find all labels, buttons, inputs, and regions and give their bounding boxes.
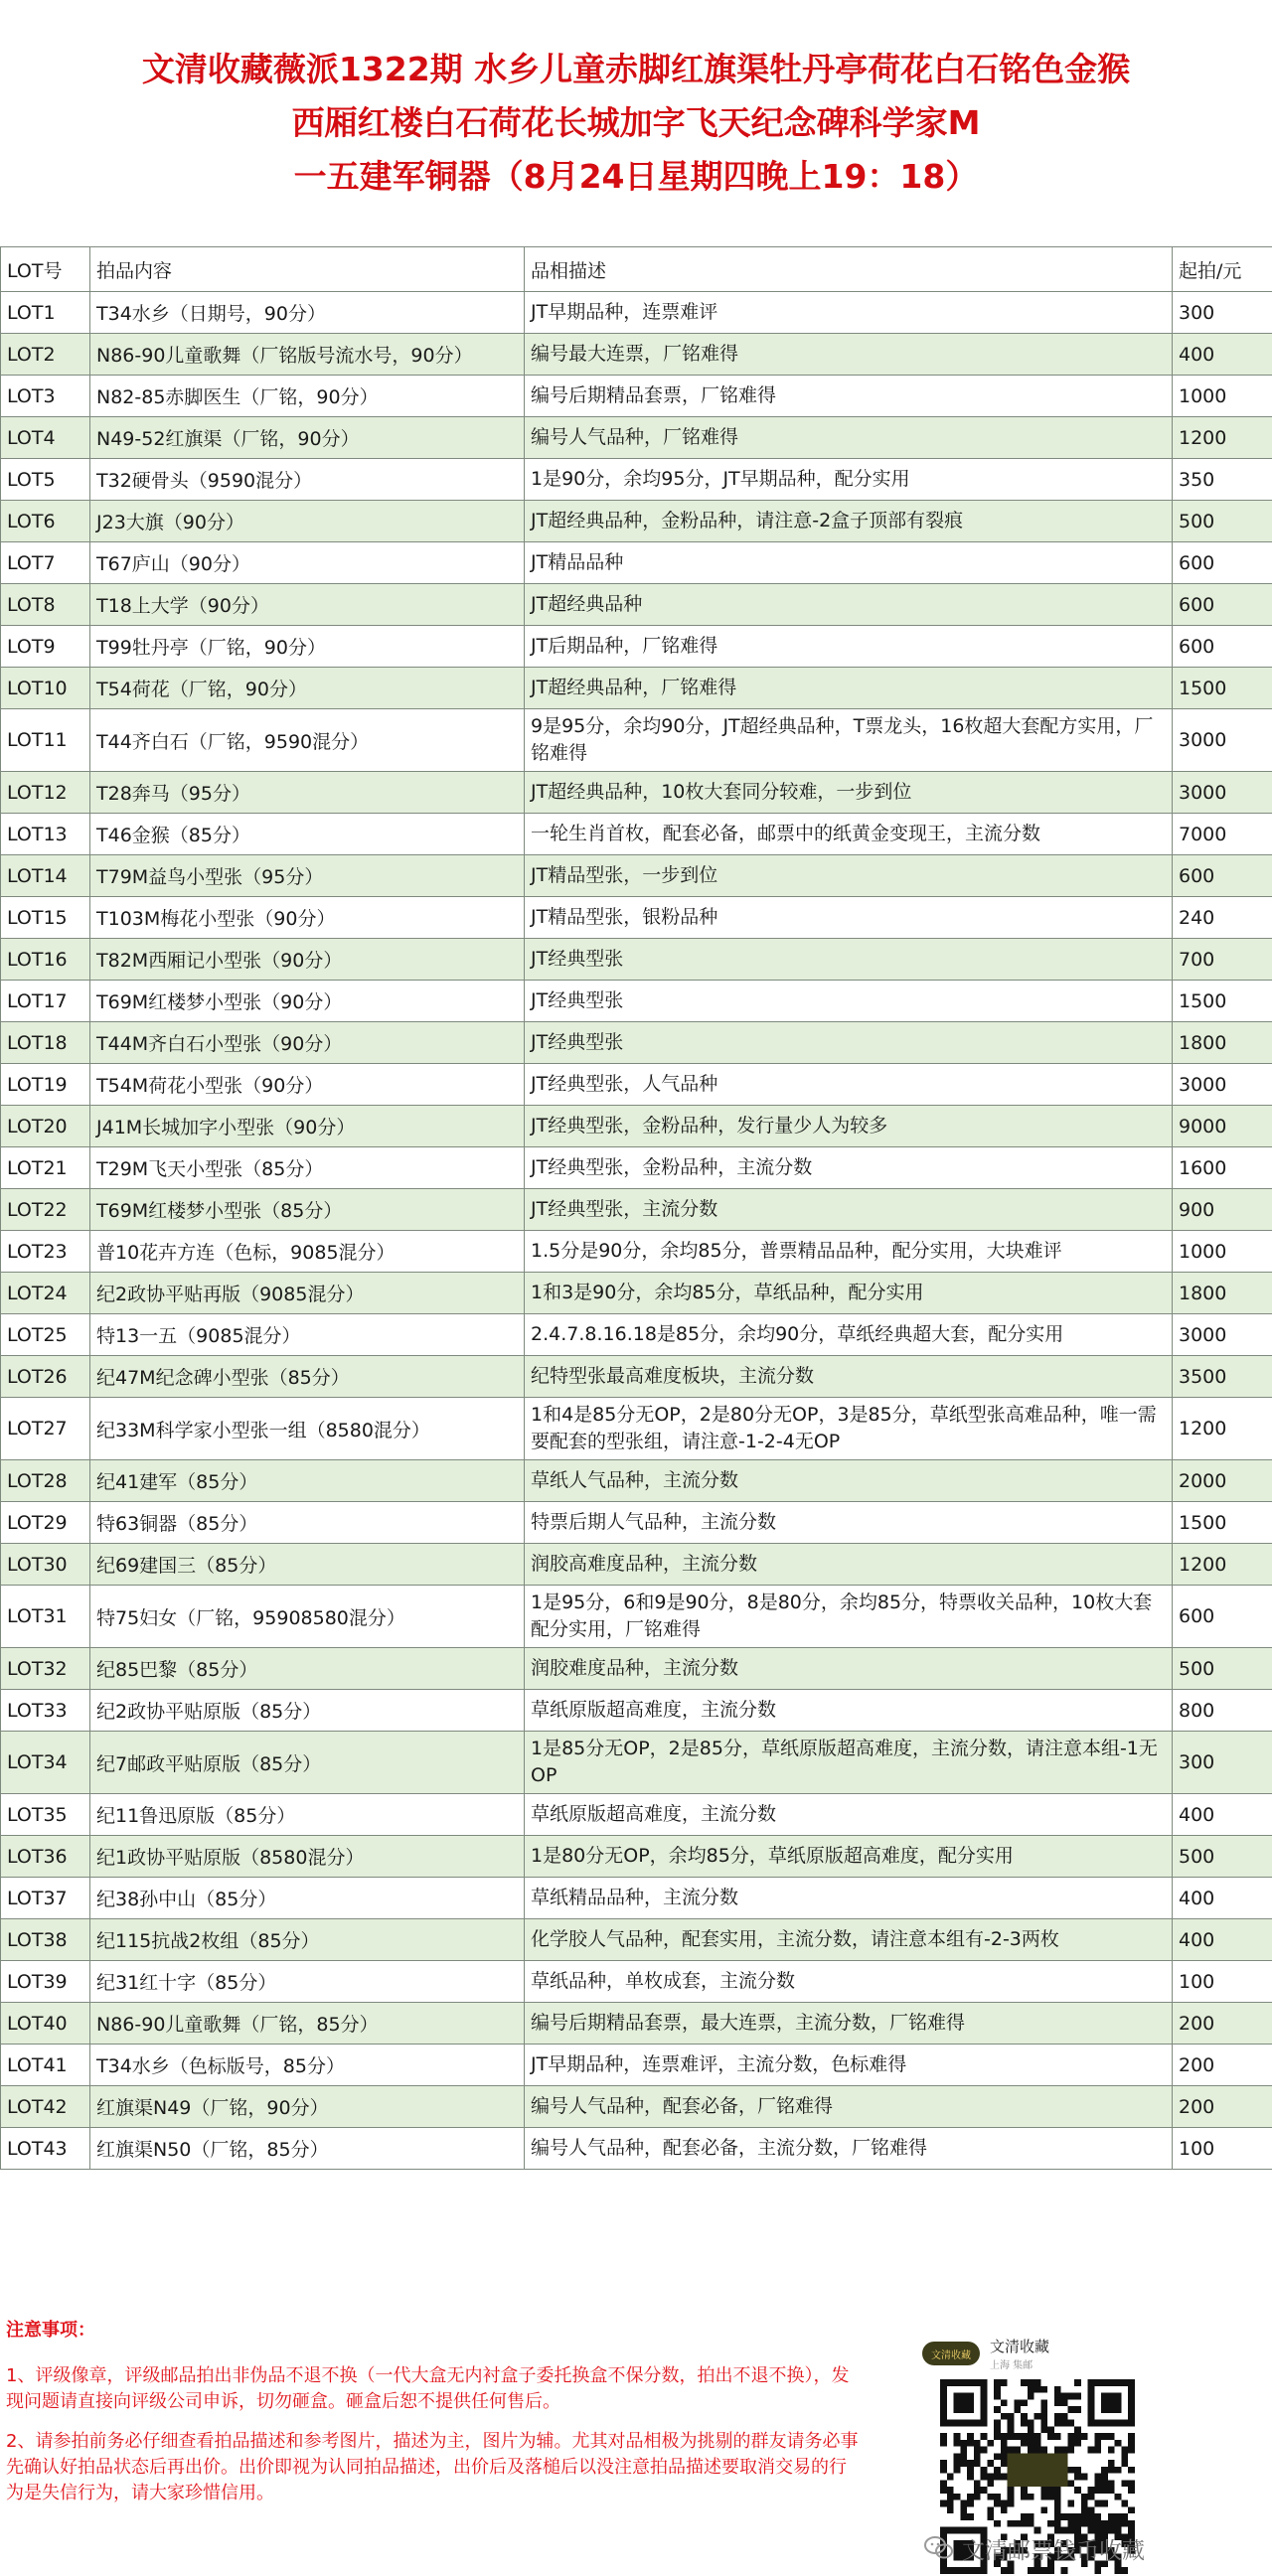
cell-item: J41M长城加字小型张（90分） <box>90 1106 525 1147</box>
cell-desc: 润胶高难度品种，主流分数 <box>525 1544 1173 1586</box>
cell-price: 1500 <box>1173 1502 1272 1544</box>
cell-desc: 1是90分，余均95分，JT早期品种，配分实用 <box>525 459 1173 501</box>
cell-lot: LOT9 <box>1 626 90 668</box>
cell-desc: 一轮生肖首枚，配套必备，邮票中的纸黄金变现王，主流分数 <box>525 814 1173 855</box>
table-row <box>1 1690 1272 1732</box>
table-row <box>1 981 1272 1022</box>
cell-item: 纪69建国三（85分） <box>90 1544 525 1586</box>
cell-item: T69M红楼梦小型张（85分） <box>90 1189 525 1231</box>
cell-desc: JT经典型张，金粉品种，主流分数 <box>525 1147 1173 1189</box>
brand-logo: 文清收藏 <box>922 2342 980 2365</box>
cell-lot: LOT28 <box>1 1460 90 1502</box>
cell-lot: LOT25 <box>1 1314 90 1356</box>
table-row <box>1 1836 1272 1878</box>
cell-price: 500 <box>1173 501 1272 542</box>
notes-title: 注意事项： <box>6 2320 95 2341</box>
cell-item: 纪1政协平贴原版（8580混分） <box>90 1836 525 1878</box>
cell-lot: LOT29 <box>1 1502 90 1544</box>
table-row <box>1 2045 1272 2086</box>
table-row <box>1 1648 1272 1690</box>
table-row <box>1 855 1272 897</box>
cell-desc: 纪特型张最高难度板块，主流分数 <box>525 1356 1173 1398</box>
table-header-row <box>1 247 1272 292</box>
cell-price: 350 <box>1173 459 1272 501</box>
cell-price: 400 <box>1173 1919 1272 1961</box>
cell-lot: LOT10 <box>1 668 90 709</box>
cell-desc: JT后期品种，厂铭难得 <box>525 626 1173 668</box>
table-row <box>1 292 1272 334</box>
table-row <box>1 584 1272 626</box>
cell-desc: 草纸精品品种，主流分数 <box>525 1878 1173 1919</box>
cell-desc: JT早期品种，连票难评 <box>525 292 1173 334</box>
cell-lot: LOT34 <box>1 1732 90 1794</box>
table-row <box>1 1273 1272 1314</box>
wechat-watermark <box>924 2528 1262 2568</box>
table-row <box>1 2003 1272 2045</box>
cell-desc: 草纸原版超高难度，主流分数 <box>525 1690 1173 1732</box>
cell-lot: LOT23 <box>1 1231 90 1273</box>
table-row <box>1 897 1272 939</box>
cell-desc: 1和4是85分无OP，2是80分无OP，3是85分，草纸型张高难品种，唯一需要配套的型张组，请注意-1-2-4无OP <box>525 1398 1173 1460</box>
cell-lot: LOT19 <box>1 1064 90 1106</box>
table-row <box>1 1732 1272 1794</box>
cell-item: 纪31红十字（85分） <box>90 1961 525 2003</box>
cell-lot: LOT16 <box>1 939 90 981</box>
cell-price: 3500 <box>1173 1356 1272 1398</box>
cell-desc: 编号人气品种，厂铭难得 <box>525 417 1173 459</box>
cell-item: 纪41建军（85分） <box>90 1460 525 1502</box>
cell-item: 纪38孙中山（85分） <box>90 1878 525 1919</box>
cell-item: T44M齐白石小型张（90分） <box>90 1022 525 1064</box>
cell-item: 纪11鲁迅原版（85分） <box>90 1794 525 1836</box>
cell-item: 红旗渠N50（厂铭，85分） <box>90 2128 525 2170</box>
cell-lot: LOT7 <box>1 542 90 584</box>
cell-item: 纪7邮政平贴原版（85分） <box>90 1732 525 1794</box>
cell-price: 600 <box>1173 855 1272 897</box>
cell-desc: 草纸品种，单枚成套，主流分数 <box>525 1961 1173 2003</box>
cell-item: N82-85赤脚医生（厂铭，90分） <box>90 376 525 417</box>
brand-sub: 上海 集邮 <box>990 2360 1034 2371</box>
cell-desc: JT经典型张 <box>525 981 1173 1022</box>
cell-price: 600 <box>1173 1586 1272 1648</box>
table-row <box>1 1314 1272 1356</box>
table-row <box>1 1460 1272 1502</box>
table-row <box>1 1189 1272 1231</box>
cell-desc: JT经典型张 <box>525 939 1173 981</box>
table-row <box>1 668 1272 709</box>
cell-item: T54荷花（厂铭，90分） <box>90 668 525 709</box>
cell-desc: JT经典型张，金粉品种，发行量少人为较多 <box>525 1106 1173 1147</box>
cell-lot: LOT8 <box>1 584 90 626</box>
cell-lot: LOT12 <box>1 772 90 814</box>
cell-lot: LOT30 <box>1 1544 90 1586</box>
cell-lot: LOT11 <box>1 709 90 772</box>
table-row <box>1 1064 1272 1106</box>
cell-lot: LOT17 <box>1 981 90 1022</box>
cell-item: T44齐白石（厂铭，9590混分） <box>90 709 525 772</box>
cell-price: 3000 <box>1173 1064 1272 1106</box>
table-row <box>1 1961 1272 2003</box>
cell-lot: LOT35 <box>1 1794 90 1836</box>
cell-price: 1800 <box>1173 1022 1272 1064</box>
cell-price: 1200 <box>1173 1544 1272 1586</box>
cell-price: 1000 <box>1173 376 1272 417</box>
cell-price: 3000 <box>1173 1314 1272 1356</box>
cell-lot: LOT22 <box>1 1189 90 1231</box>
brand-text <box>990 2336 1049 2371</box>
table-row <box>1 1106 1272 1147</box>
cell-desc: 化学胶人气品种，配套实用，主流分数，请注意本组有-2-3两枚 <box>525 1919 1173 1961</box>
cell-price: 200 <box>1173 2086 1272 2128</box>
cell-desc: 编号后期精品套票，最大连票，主流分数，厂铭难得 <box>525 2003 1173 2045</box>
cell-price: 200 <box>1173 2045 1272 2086</box>
cell-price: 100 <box>1173 1961 1272 2003</box>
table-row <box>1 376 1272 417</box>
cell-item: T34水乡（日期号，90分） <box>90 292 525 334</box>
cell-lot: LOT32 <box>1 1648 90 1690</box>
cell-price: 900 <box>1173 1189 1272 1231</box>
table-row <box>1 1231 1272 1273</box>
cell-price: 400 <box>1173 1794 1272 1836</box>
cell-item: T67庐山（90分） <box>90 542 525 584</box>
cell-price: 3000 <box>1173 772 1272 814</box>
title-line-3: 一五建军铜器（8月24日星期四晚上19：18） <box>293 157 979 196</box>
brand-name: 文清收藏 <box>990 2338 1050 2355</box>
cell-price: 1500 <box>1173 668 1272 709</box>
cell-desc: 1是80分无OP，余均85分，草纸原版超高难度，配分实用 <box>525 1836 1173 1878</box>
cell-item: T32硬骨头（9590混分） <box>90 459 525 501</box>
cell-item: 纪115抗战2枚组（85分） <box>90 1919 525 1961</box>
cell-desc: 编号最大连票，厂铭难得 <box>525 334 1173 376</box>
cell-item: T79M益鸟小型张（95分） <box>90 855 525 897</box>
cell-lot: LOT37 <box>1 1878 90 1919</box>
table-row <box>1 1502 1272 1544</box>
cell-desc: JT精品型张，一步到位 <box>525 855 1173 897</box>
cell-item: N49-52红旗渠（厂铭，90分） <box>90 417 525 459</box>
cell-desc: JT超经典品种 <box>525 584 1173 626</box>
cell-price: 600 <box>1173 626 1272 668</box>
notes-paragraph-1: 1、评级像章，评级邮品拍出非伪品不退不换（一代大盒无内衬盒子委托换盒不保分数，拍出不退不换），发现问题请直接向评级公司申诉，切勿砸盒。砸盒后恕不提供任何售后。 <box>6 2365 850 2412</box>
cell-desc: 1是85分无OP，2是85分，草纸原版超高难度，主流分数，请注意本组-1无OP <box>525 1732 1173 1794</box>
cell-desc: 草纸人气品种，主流分数 <box>525 1460 1173 1502</box>
table-row <box>1 501 1272 542</box>
cell-lot: LOT38 <box>1 1919 90 1961</box>
cell-item: T54M荷花小型张（90分） <box>90 1064 525 1106</box>
cell-lot: LOT39 <box>1 1961 90 2003</box>
table-row <box>1 1919 1272 1961</box>
cell-desc: 特票后期人气品种，主流分数 <box>525 1502 1173 1544</box>
table-row <box>1 772 1272 814</box>
cell-price: 1000 <box>1173 1231 1272 1273</box>
page-header <box>0 0 1272 246</box>
table-row <box>1 1544 1272 1586</box>
table-body <box>1 292 1272 2170</box>
wechat-icon <box>924 2535 954 2561</box>
cell-item: N86-90儿童歌舞（厂铭，85分） <box>90 2003 525 2045</box>
cell-price: 7000 <box>1173 814 1272 855</box>
cell-price: 1800 <box>1173 1273 1272 1314</box>
cell-lot: LOT18 <box>1 1022 90 1064</box>
table-row <box>1 1356 1272 1398</box>
table-row <box>1 1878 1272 1919</box>
notes-section <box>6 2318 861 2520</box>
table-row <box>1 1022 1272 1064</box>
cell-desc: 编号人气品种，配套必备，厂铭难得 <box>525 2086 1173 2128</box>
cell-price: 200 <box>1173 2003 1272 2045</box>
title-line-1: 文清收藏薇派1322期 水乡儿童赤脚红旗渠牡丹亭荷花白石铭色金猴 <box>141 50 1131 88</box>
cell-item: 纪2政协平贴再版（9085混分） <box>90 1273 525 1314</box>
cell-desc: JT经典型张，主流分数 <box>525 1189 1173 1231</box>
cell-lot: LOT42 <box>1 2086 90 2128</box>
cell-price: 600 <box>1173 542 1272 584</box>
header-price: 起拍/元 <box>1173 247 1272 292</box>
cell-lot: LOT21 <box>1 1147 90 1189</box>
cell-item: 红旗渠N49（厂铭，90分） <box>90 2086 525 2128</box>
cell-lot: LOT43 <box>1 2128 90 2170</box>
cell-desc: 9是95分，余均90分，JT超经典品种，T票龙头，16枚超大套配方实用，厂铭难得 <box>525 709 1173 772</box>
cell-desc: JT超经典品种，金粉品种，请注意-2盒子顶部有裂痕 <box>525 501 1173 542</box>
cell-lot: LOT1 <box>1 292 90 334</box>
cell-lot: LOT2 <box>1 334 90 376</box>
brand-bar <box>922 2336 1220 2371</box>
table-row <box>1 814 1272 855</box>
cell-item: T103M梅花小型张（90分） <box>90 897 525 939</box>
cell-desc: 编号人气品种，配套必备，主流分数，厂铭难得 <box>525 2128 1173 2170</box>
cell-lot: LOT5 <box>1 459 90 501</box>
cell-lot: LOT3 <box>1 376 90 417</box>
cell-item: 纪85巴黎（85分） <box>90 1648 525 1690</box>
cell-desc: 1.5分是90分，余均85分，普票精品品种，配分实用，大块难评 <box>525 1231 1173 1273</box>
cell-item: 纪33M科学家小型张一组（8580混分） <box>90 1398 525 1460</box>
watermark-text: 文清邮票钱币收藏 <box>962 2537 1145 2564</box>
footer <box>0 2268 1272 2576</box>
table-row <box>1 542 1272 584</box>
cell-price: 100 <box>1173 2128 1272 2170</box>
cell-lot: LOT4 <box>1 417 90 459</box>
cell-price: 3000 <box>1173 709 1272 772</box>
cell-lot: LOT14 <box>1 855 90 897</box>
cell-price: 400 <box>1173 1878 1272 1919</box>
cell-lot: LOT13 <box>1 814 90 855</box>
cell-desc: 编号后期精品套票，厂铭难得 <box>525 376 1173 417</box>
cell-desc: JT精品品种 <box>525 542 1173 584</box>
cell-item: 特13一五（9085混分） <box>90 1314 525 1356</box>
cell-price: 500 <box>1173 1836 1272 1878</box>
table-row <box>1 1794 1272 1836</box>
cell-desc: JT超经典品种，10枚大套同分较难，一步到位 <box>525 772 1173 814</box>
cell-lot: LOT27 <box>1 1398 90 1460</box>
cell-item: 普10花卉方连（色标，9085混分） <box>90 1231 525 1273</box>
table-row <box>1 709 1272 772</box>
cell-lot: LOT6 <box>1 501 90 542</box>
cell-item: T46金猴（85分） <box>90 814 525 855</box>
table-row <box>1 1586 1272 1648</box>
cell-price: 9000 <box>1173 1106 1272 1147</box>
cell-lot: LOT26 <box>1 1356 90 1398</box>
cell-price: 700 <box>1173 939 1272 981</box>
cell-desc: JT经典型张，人气品种 <box>525 1064 1173 1106</box>
cell-desc: 1和3是90分，余均85分，草纸品种，配分实用 <box>525 1273 1173 1314</box>
cell-item: T69M红楼梦小型张（90分） <box>90 981 525 1022</box>
cell-lot: LOT20 <box>1 1106 90 1147</box>
table-row <box>1 626 1272 668</box>
cell-item: 特63铜器（85分） <box>90 1502 525 1544</box>
cell-price: 800 <box>1173 1690 1272 1732</box>
cell-lot: LOT31 <box>1 1586 90 1648</box>
table-row <box>1 1398 1272 1460</box>
table-row <box>1 417 1272 459</box>
cell-price: 1200 <box>1173 417 1272 459</box>
cell-item: 特75妇女（厂铭，95908580混分） <box>90 1586 525 1648</box>
title-line-2: 西厢红楼白石荷花长城加字飞天纪念碑科学家M <box>291 103 981 142</box>
cell-price: 1200 <box>1173 1398 1272 1460</box>
cell-item: T99牡丹亭（厂铭，90分） <box>90 626 525 668</box>
cell-desc: 1是95分，6和9是90分，8是80分，余均85分，特票收关品种，10枚大套配分实用，厂铭难得 <box>525 1586 1173 1648</box>
cell-desc: JT超经典品种，厂铭难得 <box>525 668 1173 709</box>
cell-price: 300 <box>1173 292 1272 334</box>
cell-price: 240 <box>1173 897 1272 939</box>
cell-lot: LOT40 <box>1 2003 90 2045</box>
cell-lot: LOT15 <box>1 897 90 939</box>
cell-desc: JT经典型张 <box>525 1022 1173 1064</box>
cell-price: 400 <box>1173 334 1272 376</box>
table-row <box>1 459 1272 501</box>
cell-item: T18上大学（90分） <box>90 584 525 626</box>
header-lot: LOT号 <box>1 247 90 292</box>
cell-item: T28奔马（95分） <box>90 772 525 814</box>
table-row <box>1 939 1272 981</box>
notes-paragraph-2: 2、请参拍前务必仔细查看拍品描述和参考图片，描述为主，图片为辅。尤其对品相极为挑剔的群友请务必事先确认好拍品状态后再出价。出价即视为认同拍品描述，出价后及落槌后以没注意拍品描述要取消交易的行为是失信行为，请大家珍惜信用。 <box>6 2431 859 2503</box>
cell-price: 1600 <box>1173 1147 1272 1189</box>
cell-item: T34水乡（色标版号，85分） <box>90 2045 525 2086</box>
cell-price: 600 <box>1173 584 1272 626</box>
cell-lot: LOT33 <box>1 1690 90 1732</box>
cell-lot: LOT36 <box>1 1836 90 1878</box>
cell-price: 2000 <box>1173 1460 1272 1502</box>
cell-desc: JT早期品种，连票难评，主流分数，色标难得 <box>525 2045 1173 2086</box>
table-row <box>1 2128 1272 2170</box>
cell-lot: LOT24 <box>1 1273 90 1314</box>
cell-price: 300 <box>1173 1732 1272 1794</box>
table-row <box>1 2086 1272 2128</box>
cell-desc: JT精品型张，银粉品种 <box>525 897 1173 939</box>
auction-lot-table <box>0 246 1272 2170</box>
cell-item: T82M西厢记小型张（90分） <box>90 939 525 981</box>
cell-price: 1500 <box>1173 981 1272 1022</box>
cell-desc: 草纸原版超高难度，主流分数 <box>525 1794 1173 1836</box>
cell-price: 500 <box>1173 1648 1272 1690</box>
header-item: 拍品内容 <box>90 247 525 292</box>
header-desc: 品相描述 <box>525 247 1173 292</box>
cell-desc: 2.4.7.8.16.18是85分，余均90分，草纸经典超大套，配分实用 <box>525 1314 1173 1356</box>
cell-item: 纪47M纪念碑小型张（85分） <box>90 1356 525 1398</box>
cell-item: J23大旗（90分） <box>90 501 525 542</box>
cell-item: N86-90儿童歌舞（厂铭版号流水号，90分） <box>90 334 525 376</box>
cell-lot: LOT41 <box>1 2045 90 2086</box>
cell-item: 纪2政协平贴原版（85分） <box>90 1690 525 1732</box>
table-row <box>1 334 1272 376</box>
cell-item: T29M飞天小型张（85分） <box>90 1147 525 1189</box>
table-row <box>1 1147 1272 1189</box>
cell-desc: 润胶难度品种，主流分数 <box>525 1648 1173 1690</box>
